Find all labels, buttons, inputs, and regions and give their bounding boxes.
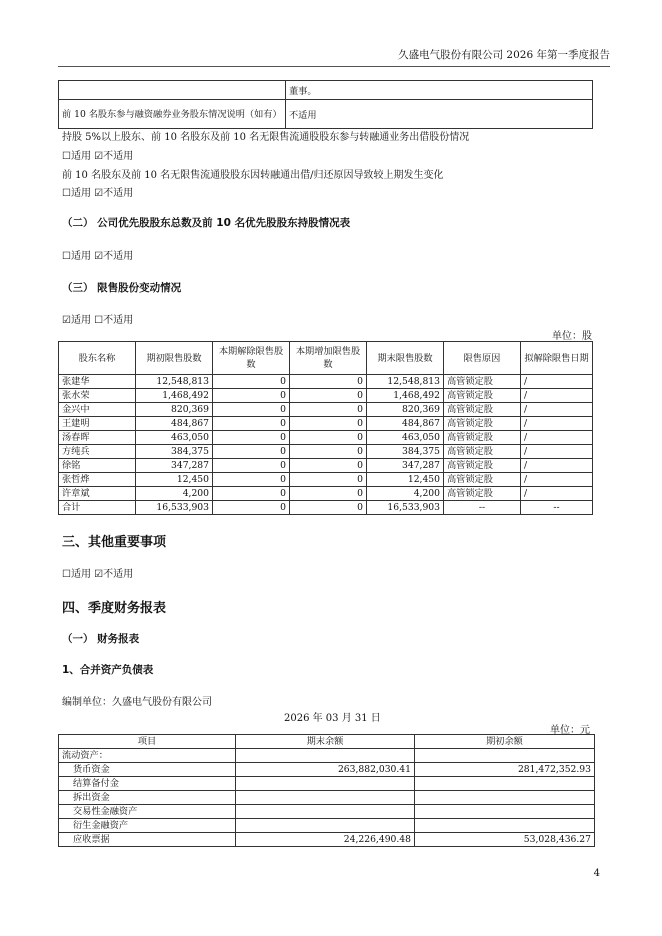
restricted-shares-table [58,341,593,515]
restricted-shares-choice: ☑适用 ☐不适用 [62,315,134,326]
period-end-cell [236,819,415,833]
released-shares-cell: 0 [213,431,290,445]
period-start-cell [415,805,595,819]
table-row [59,819,595,833]
release-date-cell: / [521,375,593,389]
table-row [59,403,593,417]
period-start-cell: 53,028,436.27 [415,833,595,847]
item-cell: 结算备付金 [59,777,236,791]
restricted-shares-heading: （三） 限售股份变动情况 [62,282,182,294]
table-row [59,777,595,791]
period-start-cell [415,819,595,833]
released-shares-cell: 0 [213,417,290,431]
balance-header-row [59,735,595,749]
release-date-cell: / [521,445,593,459]
item-cell: 流动资产： [59,749,236,763]
restriction-reason-cell: 高管锁定股 [444,459,521,473]
release-date-cell: / [521,473,593,487]
item-cell: 应收票据 [59,833,236,847]
period-end-cell [236,777,415,791]
shareholder-name-cell: 张水荣 [59,389,136,403]
refinancing-change-choice: ☐适用 ☑不适用 [62,188,134,199]
report-header-title: 久盛电气股份有限公司 2026 年第一季度报告 [398,49,610,61]
shareholder-name-cell: 许章斌 [59,487,136,501]
opening-shares-cell: 820,369 [136,403,213,417]
closing-shares-cell: 12,450 [367,473,444,487]
table-row [59,375,593,389]
restricted-total-row [59,501,593,515]
col-header-reason: 限售原因 [444,342,521,375]
opening-shares-cell: 4,200 [136,487,213,501]
shareholder-name-cell: 汤春晖 [59,431,136,445]
margin-trading-label-cell: 前 10 名股东参与融资融券业务股东情况说明（如有） [59,100,286,129]
col-header-period-end: 期末余额 [236,735,415,749]
preferred-shareholders-choice: ☐适用 ☑不适用 [62,251,134,262]
other-matters-heading: 三、其他重要事项 [62,535,167,550]
table-row [59,431,593,445]
total-release-date: -- [521,501,593,515]
shareholder-name-cell: 张哲烨 [59,473,136,487]
col-header-release-date: 拟解除限售日期 [521,342,593,375]
financial-statements-heading: 四、季度财务报表 [62,601,167,616]
restricted-table-body [59,375,593,501]
restriction-reason-cell: 高管锁定股 [444,417,521,431]
added-shares-cell: 0 [290,389,367,403]
total-closing: 16,533,903 [367,501,444,515]
balance-sheet-unit: 单位：元 [550,725,590,736]
released-shares-cell: 0 [213,403,290,417]
opening-shares-cell: 384,375 [136,445,213,459]
balance-sheet-heading: 1、合并资产负债表 [62,664,154,676]
balance-sheet-date: 2026 年 03 月 31 日 [284,713,381,724]
period-end-cell: 263,882,030.41 [236,763,415,777]
table-row [59,417,593,431]
released-shares-cell: 0 [213,487,290,501]
release-date-cell: / [521,487,593,501]
refinancing-lending-choice: ☐适用 ☑不适用 [62,151,134,162]
margin-trading-value-cell: 不适用 [286,100,593,129]
restriction-reason-cell: 高管锁定股 [444,487,521,501]
released-shares-cell: 0 [213,375,290,389]
page-number: 4 [593,868,600,879]
shareholder-notes-table [58,80,593,129]
compiler-unit: 编制单位：久盛电气股份有限公司 [62,697,212,708]
closing-shares-cell: 820,369 [367,403,444,417]
col-header-added: 本期增加限售股数 [290,342,367,375]
added-shares-cell: 0 [290,375,367,389]
table-row [59,473,593,487]
financial-statements-subheading: （一） 财务报表 [62,633,140,645]
table-row [59,445,593,459]
col-header-opening: 期初限售股数 [136,342,213,375]
period-end-cell: 24,226,490.48 [236,833,415,847]
restriction-reason-cell: 高管锁定股 [444,445,521,459]
added-shares-cell: 0 [290,445,367,459]
closing-shares-cell: 347,287 [367,459,444,473]
restricted-table-header-row [59,342,593,375]
released-shares-cell: 0 [213,473,290,487]
release-date-cell: / [521,459,593,473]
table-row [59,805,595,819]
closing-shares-cell: 463,050 [367,431,444,445]
col-header-shareholder: 股东名称 [59,342,136,375]
restriction-reason-cell: 高管锁定股 [444,431,521,445]
period-start-cell: 281,472,352.93 [415,763,595,777]
period-end-cell [236,805,415,819]
opening-shares-cell: 12,548,813 [136,375,213,389]
shareholder-name-cell: 徐铭 [59,459,136,473]
added-shares-cell: 0 [290,473,367,487]
released-shares-cell: 0 [213,459,290,473]
total-released: 0 [213,501,290,515]
total-added: 0 [290,501,367,515]
closing-shares-cell: 4,200 [367,487,444,501]
period-start-cell [415,749,595,763]
preferred-shareholders-heading: （二） 公司优先股股东总数及前 10 名优先股股东持股情况表 [62,217,351,229]
table-row [59,791,595,805]
opening-shares-cell: 12,450 [136,473,213,487]
closing-shares-cell: 12,548,813 [367,375,444,389]
opening-shares-cell: 463,050 [136,431,213,445]
shareholder-name-cell: 方纯兵 [59,445,136,459]
period-end-cell [236,791,415,805]
col-header-item: 项目 [59,735,236,749]
refinancing-lending-paragraph: 持股 5%以上股东、前 10 名股东及前 10 名无限售流通股股东参与转融通业务出借股份情况 [62,132,470,143]
header-divider [58,66,610,67]
added-shares-cell: 0 [290,487,367,501]
shareholder-name-cell: 张建华 [59,375,136,389]
empty-cell [59,81,286,100]
released-shares-cell: 0 [213,389,290,403]
release-date-cell: / [521,417,593,431]
table-row [59,749,595,763]
restriction-reason-cell: 高管锁定股 [444,375,521,389]
restriction-reason-cell: 高管锁定股 [444,473,521,487]
total-opening: 16,533,903 [136,501,213,515]
total-reason: -- [444,501,521,515]
item-cell: 衍生金融资产 [59,819,236,833]
closing-shares-cell: 484,867 [367,417,444,431]
period-end-cell [236,749,415,763]
added-shares-cell: 0 [290,403,367,417]
total-label: 合计 [59,501,136,515]
release-date-cell: / [521,389,593,403]
opening-shares-cell: 484,867 [136,417,213,431]
table-row [59,389,593,403]
item-cell: 货币资金 [59,763,236,777]
other-matters-choice: ☐适用 ☑不适用 [62,569,134,580]
item-cell: 拆出资金 [59,791,236,805]
col-header-closing: 期末限售股数 [367,342,444,375]
shareholder-name-cell: 金兴中 [59,403,136,417]
table-row [59,833,595,847]
restriction-reason-cell: 高管锁定股 [444,403,521,417]
added-shares-cell: 0 [290,431,367,445]
col-header-released: 本期解除限售股数 [213,342,290,375]
restriction-reason-cell: 高管锁定股 [444,389,521,403]
closing-shares-cell: 384,375 [367,445,444,459]
closing-shares-cell: 1,468,492 [367,389,444,403]
restricted-shares-unit: 单位：股 [552,331,592,342]
period-start-cell [415,791,595,805]
release-date-cell: / [521,403,593,417]
added-shares-cell: 0 [290,459,367,473]
period-start-cell [415,777,595,791]
release-date-cell: / [521,431,593,445]
opening-shares-cell: 347,287 [136,459,213,473]
refinancing-change-paragraph: 前 10 名股东及前 10 名无限售流通股股东因转融通出借/归还原因导致较上期发生变化 [62,170,444,181]
added-shares-cell: 0 [290,417,367,431]
col-header-period-start: 期初余额 [415,735,595,749]
continued-text-cell: 董事。 [286,81,593,100]
released-shares-cell: 0 [213,445,290,459]
shareholder-name-cell: 王建明 [59,417,136,431]
balance-table-body [59,749,595,847]
item-cell: 交易性金融资产 [59,805,236,819]
balance-sheet-table [58,734,595,847]
table-row [59,487,593,501]
table-row [59,763,595,777]
opening-shares-cell: 1,468,492 [136,389,213,403]
table-row [59,459,593,473]
